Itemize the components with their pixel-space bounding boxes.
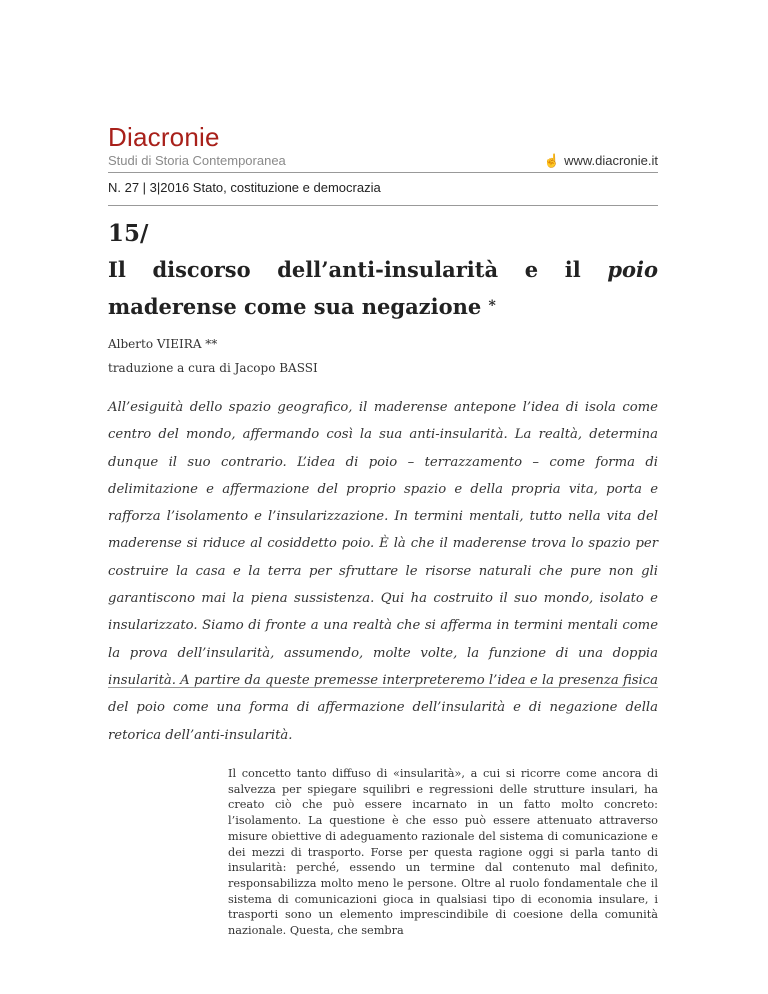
title-line-2-text: maderense come sua negazione [108,294,482,319]
abstract-divider [108,687,658,688]
title-word: discorso [152,257,251,282]
header-divider [108,172,658,173]
issue-line: N. 27 | 3|2016 Stato, costituzione e democrazia [108,180,381,195]
article-title-line-2 [108,288,658,325]
article-title-line-1 [108,252,658,288]
journal-subtitle: Studi di Storia Contemporanea [108,153,286,168]
title-footnote-mark: * [488,298,496,314]
title-word-italic: poio [607,257,658,282]
hand-pointer-icon: ☝ [543,153,561,168]
article-title [108,252,658,325]
issue-divider [108,205,658,206]
title-word: e [524,257,539,282]
abstract: All’esiguità dello spazio geografico, il maderense antepone l’idea di isola come centro del mondo, affermando così la sua anti-insularità. La realtà, determina dunque il suo contrario. L’idea di poio – terrazzamento – come forma di delimitazione e affermazione del proprio spazio e della propria vita, porta e rafforza l’isolamento e l’insularizzazione. In termini mentali, tutto nella vita del maderense si riduce al cosiddetto poio. È là che il maderense trova lo spazio per costruire la casa e la terra per sfruttare le risorse naturali che pure non gli garantiscono mai la piena sussistenza. Qui ha costruito il suo mondo, isolato e insularizzato. Siamo di fronte a una realtà che si afferma in termini mentali come la prova dell’insularità, assumendo, molte volte, la funzione di una doppia insularità. A partire da queste premesse interpreteremo l’idea e la presenza fisica del poio come una forma di affermazione dell’insularità e di negazione della retorica dell’anti-insularità. [108,400,658,743]
body-paragraph: Il concetto tanto diffuso di «insularità», a cui si ricorre come ancora di salvezza per spiegare squilibri e regressioni delle strutture insulari, ha creato ciò che può essere incarnato in un fatto molto concreto: l’isolamento. La questione è che esso può essere attenuato attraverso misure obiettive di adeguamento razionale del sistema di comunicazione e dei mezzi di trasporto. Forse per questa ragione oggi si parla tanto di insularità: perché, essendo un termine dal contenuto mal definito, responsabilizza molto meno le persone. Oltre al ruolo fondamentale che il sistema di comunicazioni gioca in qualsiasi tipo di economia insulare, i trasporti sono un elemento imprescindibile di coesione della comunità nazionale. Questa, che sembra [228,767,658,938]
journal-title: Diacronie [108,122,220,152]
website-url: www.diacronie.it [564,153,658,168]
website-link[interactable] [544,153,658,169]
author: Alberto VIEIRA ** [108,337,218,351]
title-word: dell’anti-insularità [277,257,499,282]
translator: traduzione a cura di Jacopo BASSI [108,361,318,375]
title-word: il [564,257,581,282]
title-word: Il [108,257,126,282]
article-number: 15/ [108,220,149,247]
